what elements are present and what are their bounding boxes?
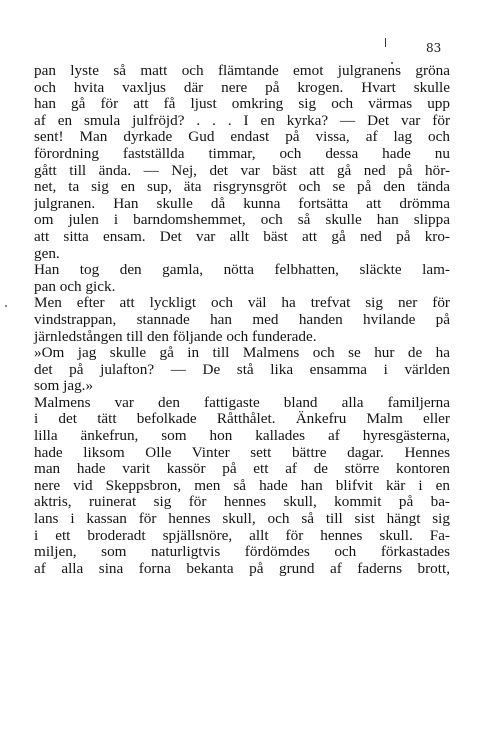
text-line: julgranen. Han skulle då kunna fortsätta att drömma [34, 195, 450, 212]
text-line: miljen, som naturligtvis fördömdes och förkastades [34, 544, 450, 561]
text-line: Han tog den gamla, nötta felbhatten, släckte lam- [34, 262, 450, 279]
text-line: af alla sina forna bekanta på grund af faderns brott, [34, 560, 450, 577]
text-line: lilla änkefrun, som hon kallades af hyresgästerna, [34, 428, 450, 445]
text-line: järnledstången till den följande och funderade. [34, 327, 317, 345]
text-line: net, ta sig en sup, äta risgrynsgröt och se på den tända [34, 179, 450, 196]
text-line: pan lyste så matt och flämtande emot julgranens gröna [34, 63, 450, 79]
text-line: han gå för att få ljust omkring sig och värmas upp [34, 96, 450, 113]
text-line: gen. [34, 244, 60, 262]
text-line: lans i kassan för hennes skull, och så till sist hängt sig [34, 511, 450, 528]
text-line: gått till ända. — Nej, det var bäst att gå ned på hör- [34, 162, 450, 179]
page-number: 83 [426, 41, 442, 55]
text-line: af en smula julfröjd? . . . I en kyrka? — Det var för [34, 112, 450, 129]
text-line: att sitta ensam. Det var allt bäst att gå ned på kro- [34, 228, 450, 245]
text-line: det på julafton? — De stå lika ensamma i världen [34, 361, 450, 378]
text-line: Malmens var den fattigaste bland alla familjerna [34, 394, 450, 411]
text-line: i ett broderadt spjällsnöre, allt för hennes skull. Fa- [34, 527, 450, 544]
text-line: om julen i barndomshemmet, och så skulle han slippa [34, 212, 450, 229]
text-line: nere vid Skeppsbron, men så hade han blifvit kär i en [34, 477, 450, 494]
print-mark [385, 38, 386, 47]
text-line: »Om jag skulle gå in till Malmens och se hur de ha [34, 345, 450, 362]
text-line: vindstrappan, stannade han med handen hvilande på [34, 311, 450, 328]
text-line: förordning fastställda timmar, och dessa hade nu [34, 145, 450, 162]
body-text [34, 63, 450, 577]
text-line: i det tätt befolkade Råtthålet. Änkefru Malm eller [34, 411, 450, 428]
text-line: man hade varit kassör på ett af de större kontoren [34, 461, 450, 478]
text-line: aktris, ruinerat sig för hennes skull, kommit på ba- [34, 494, 450, 511]
text-line: och hvita vaxljus där nere på krogen. Hvart skulle [34, 79, 450, 96]
text-line: som jag.» [34, 377, 94, 395]
text-line: pan och gick. [34, 277, 116, 295]
text-line: sent! Man dyrkade Gud endast på vissa, af lag och [34, 129, 450, 146]
margin-speck [5, 305, 7, 307]
text-line: Men efter att lyckligt och väl ha trefvat sig ner för [34, 295, 450, 312]
text-line: hade liksom Olle Vinter sett bättre dagar. Hennes [34, 444, 450, 461]
